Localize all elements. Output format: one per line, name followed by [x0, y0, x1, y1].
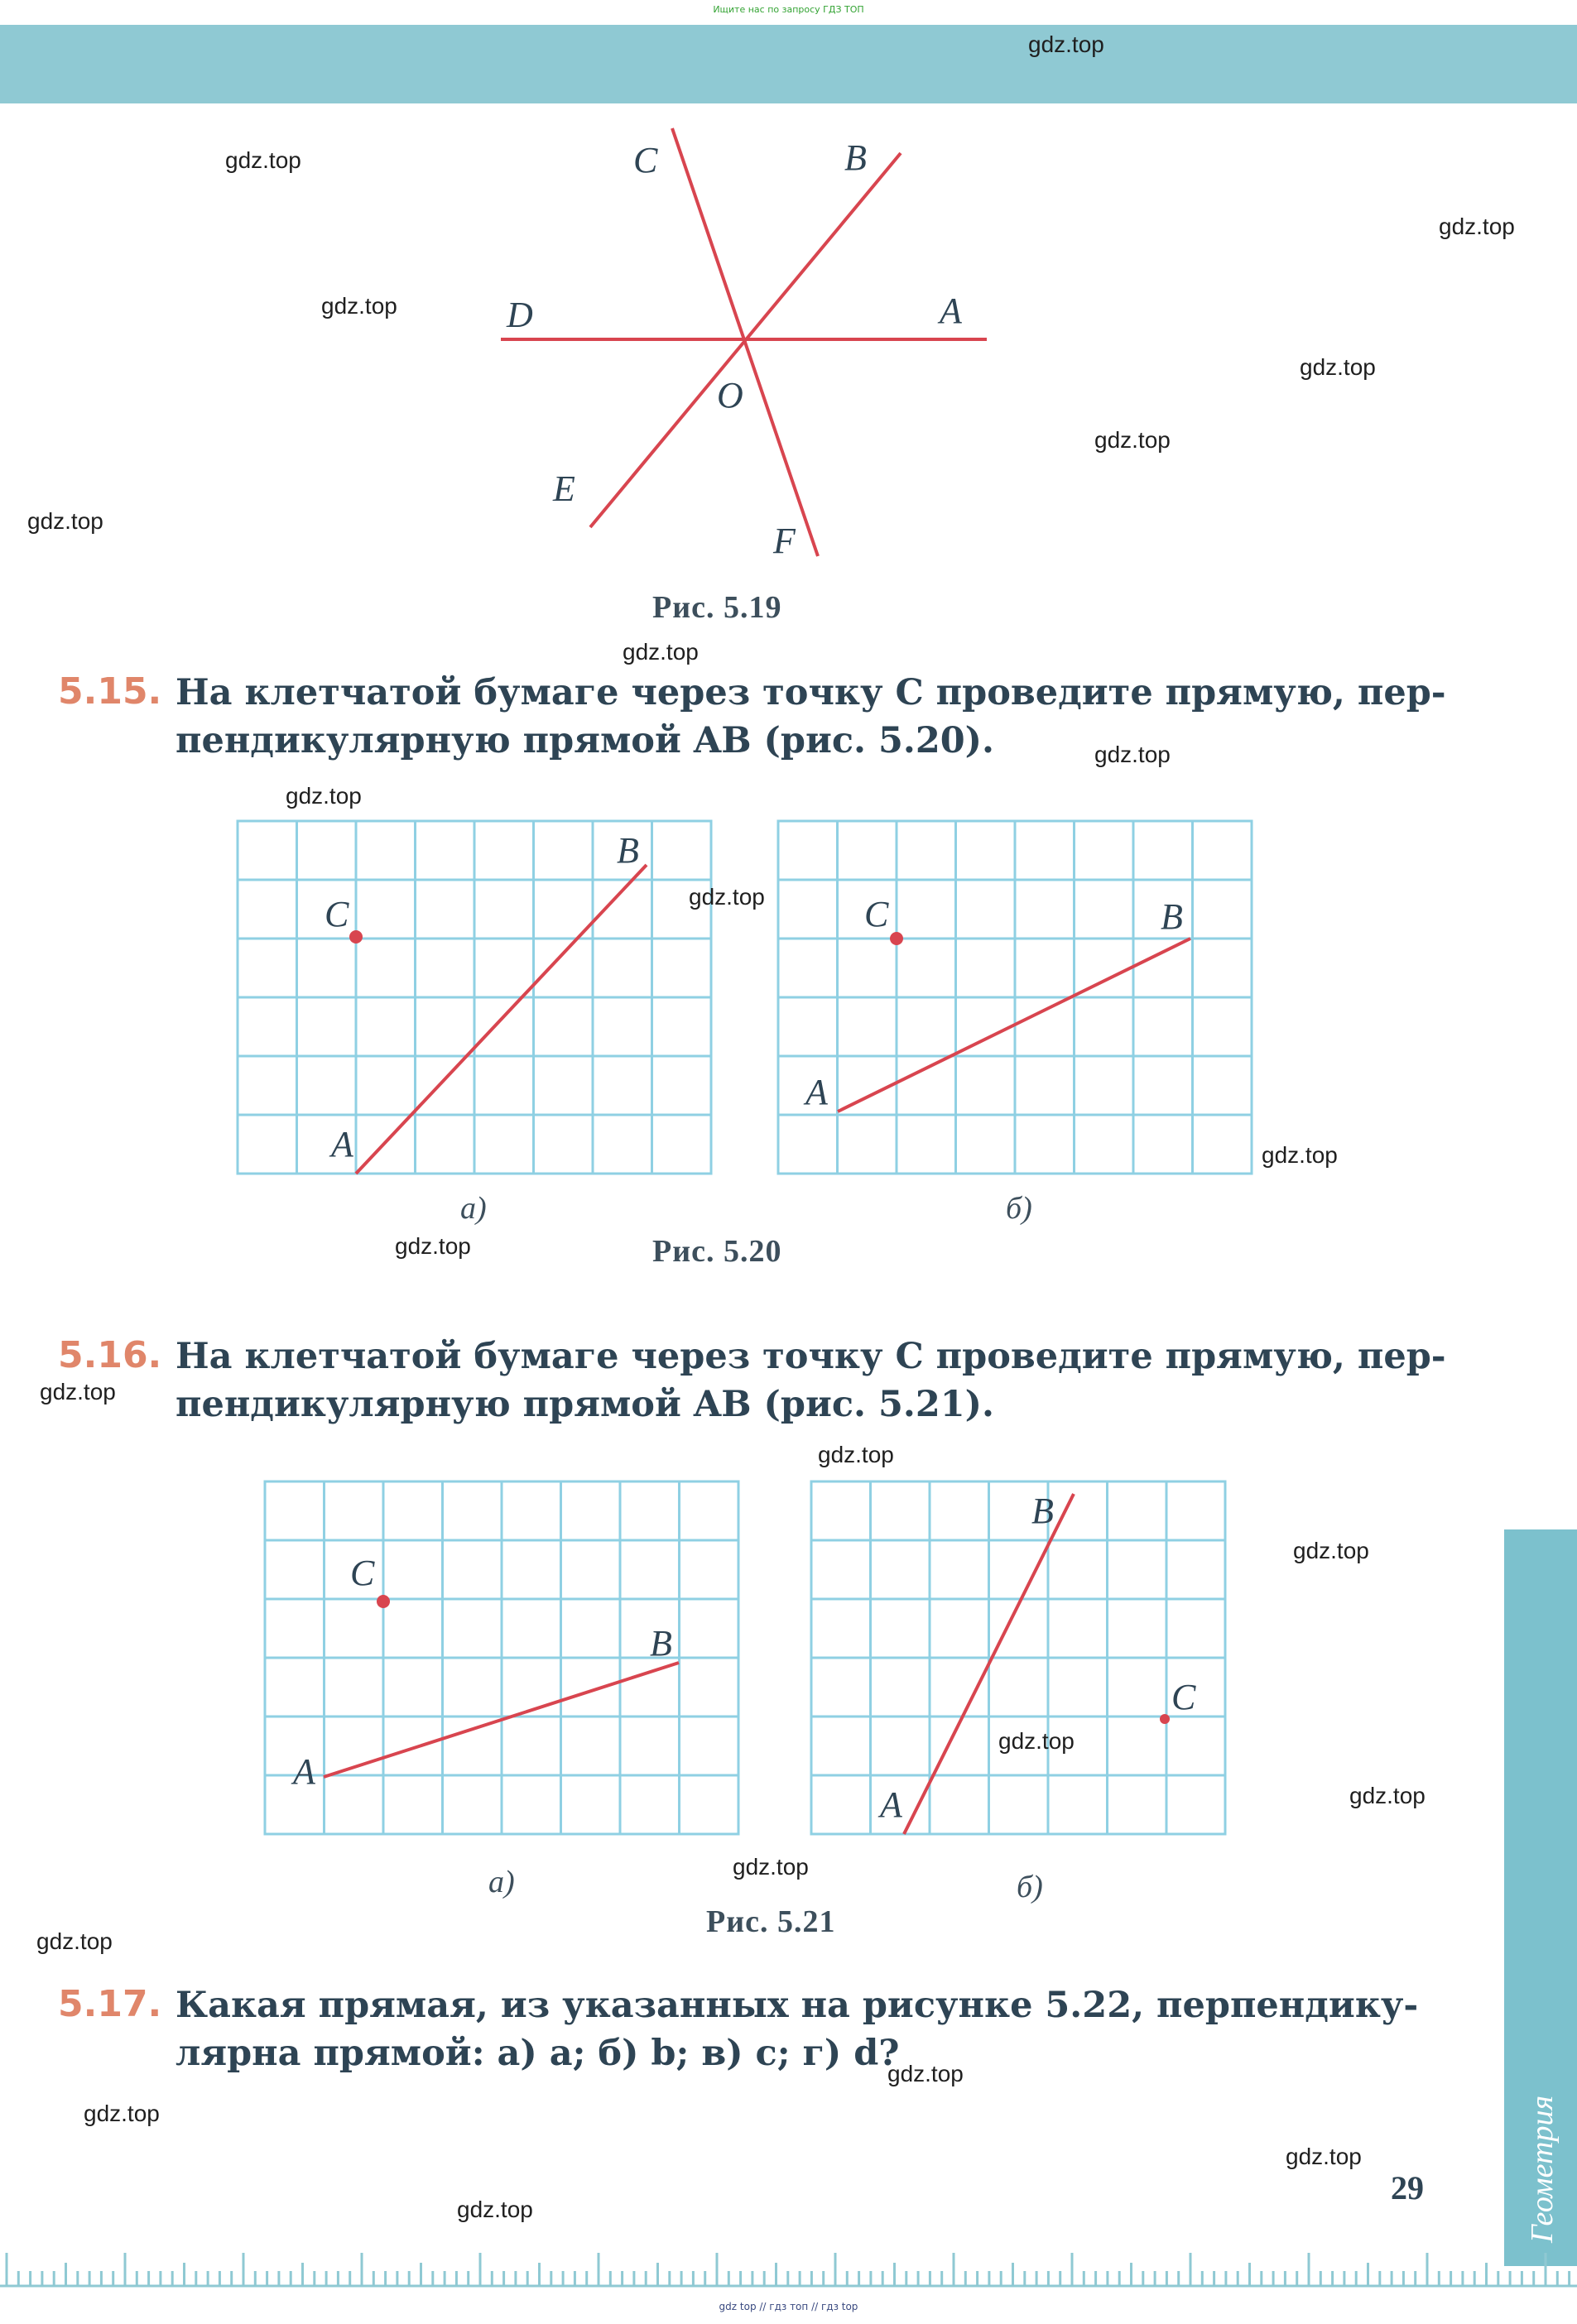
label-B: B	[650, 1623, 672, 1664]
label-B: B	[844, 137, 867, 178]
side-label	[1507, 2036, 1573, 2251]
watermark: gdz.top	[1293, 1538, 1369, 1563]
grid-5-21-a	[265, 1481, 738, 1834]
point-C	[890, 932, 903, 945]
watermark: gdz.top	[1349, 1783, 1426, 1808]
watermark: gdz.top	[623, 639, 699, 665]
exercise-text-5-15	[175, 669, 1446, 765]
exercise-line: На клетчатой бумаге через точку C проведите прямую, пер-	[175, 1336, 1446, 1377]
watermark: gdz.top	[998, 1728, 1075, 1754]
watermark: gdz.top	[321, 293, 397, 319]
label-C: C	[864, 894, 889, 934]
watermark: gdz.top	[733, 1854, 809, 1880]
exercise-text-5-16	[175, 1332, 1446, 1428]
grid-5-20-a	[238, 821, 711, 1174]
point-C	[349, 930, 363, 944]
watermark: gdz.top	[1262, 1142, 1338, 1168]
watermark: gdz.top	[36, 1928, 113, 1954]
point-C	[377, 1595, 390, 1608]
sublabel-5-21-a: а)	[488, 1865, 515, 1899]
label-C: C	[1171, 1677, 1196, 1717]
label-C: C	[325, 894, 349, 934]
watermark: gdz.top	[689, 884, 765, 910]
figure-5-21	[0, 1473, 1577, 1854]
exercise-line: пендикулярную прямой AB (рис. 5.20).	[175, 720, 994, 761]
exercise-text-5-17	[175, 1981, 1418, 2077]
point-C	[1160, 1714, 1170, 1724]
caption-5-19: Рис. 5.19	[652, 590, 782, 625]
watermark: gdz.top	[1439, 214, 1515, 239]
side-label-text: Геометрия	[1525, 2095, 1560, 2243]
exercise-line: лярна прямой: а) a; б) b; в) c; г) d?	[175, 2033, 900, 2074]
footer-links[interactable]: gdz top // гдз топ // гдз top	[719, 2301, 858, 2312]
sublabel-5-20-b: б)	[1006, 1191, 1032, 1226]
exercise-number-5-17: 5.17.	[58, 1983, 162, 2025]
watermark: gdz.top	[1028, 31, 1104, 57]
label-A: A	[880, 1784, 902, 1825]
label-B: B	[617, 830, 639, 871]
watermark: gdz.top	[286, 783, 362, 809]
label-A: A	[940, 290, 962, 331]
watermark: gdz.top	[27, 508, 103, 534]
exercise-line: пендикулярную прямой AB (рис. 5.21).	[175, 1384, 994, 1425]
exercise-line: Какая прямая, из указанных на рисунке 5.22, перпендику-	[175, 1985, 1419, 2026]
label-B: B	[1031, 1491, 1054, 1531]
segment-AB	[356, 865, 647, 1174]
grid-5-21-b	[811, 1481, 1225, 1834]
page-number: 29	[1391, 2169, 1424, 2206]
watermark: gdz.top	[40, 1379, 116, 1404]
figure-5-20	[0, 811, 1577, 1192]
watermark: gdz.top	[1094, 742, 1171, 767]
watermark: gdz.top	[457, 2197, 533, 2222]
sublabel-5-20-a: а)	[460, 1191, 487, 1226]
label-E: E	[553, 468, 575, 509]
search-banner[interactable]: Ищите нас по запросу ГДЗ ТОП	[713, 4, 864, 15]
label-C: C	[633, 140, 658, 180]
exercise-number-5-15: 5.15.	[58, 670, 162, 713]
watermark: gdz.top	[887, 2061, 964, 2086]
exercise-line: На клетчатой бумаге через точку C проведите прямую, пер-	[175, 672, 1446, 713]
watermark: gdz.top	[395, 1233, 471, 1259]
label-B: B	[1161, 896, 1183, 937]
label-A: A	[805, 1072, 828, 1112]
label-O: O	[717, 375, 743, 415]
label-D: D	[507, 295, 533, 335]
sublabel-5-21-b: б)	[1017, 1870, 1043, 1904]
watermark: gdz.top	[1300, 354, 1376, 380]
figure-5-19	[0, 0, 1577, 596]
caption-5-21: Рис. 5.21	[706, 1904, 836, 1939]
exercise-number-5-16: 5.16.	[58, 1334, 162, 1376]
watermark: gdz.top	[225, 147, 301, 173]
ruler	[0, 2226, 1577, 2301]
watermark: gdz.top	[818, 1442, 894, 1467]
label-C: C	[350, 1553, 375, 1593]
caption-5-20: Рис. 5.20	[652, 1234, 782, 1269]
watermark: gdz.top	[1286, 2144, 1362, 2169]
watermark: gdz.top	[84, 2101, 160, 2126]
label-A: A	[331, 1124, 353, 1164]
label-F: F	[773, 521, 796, 561]
grid-5-20-b	[778, 821, 1252, 1174]
watermark: gdz.top	[1094, 427, 1171, 453]
label-A: A	[293, 1751, 315, 1792]
